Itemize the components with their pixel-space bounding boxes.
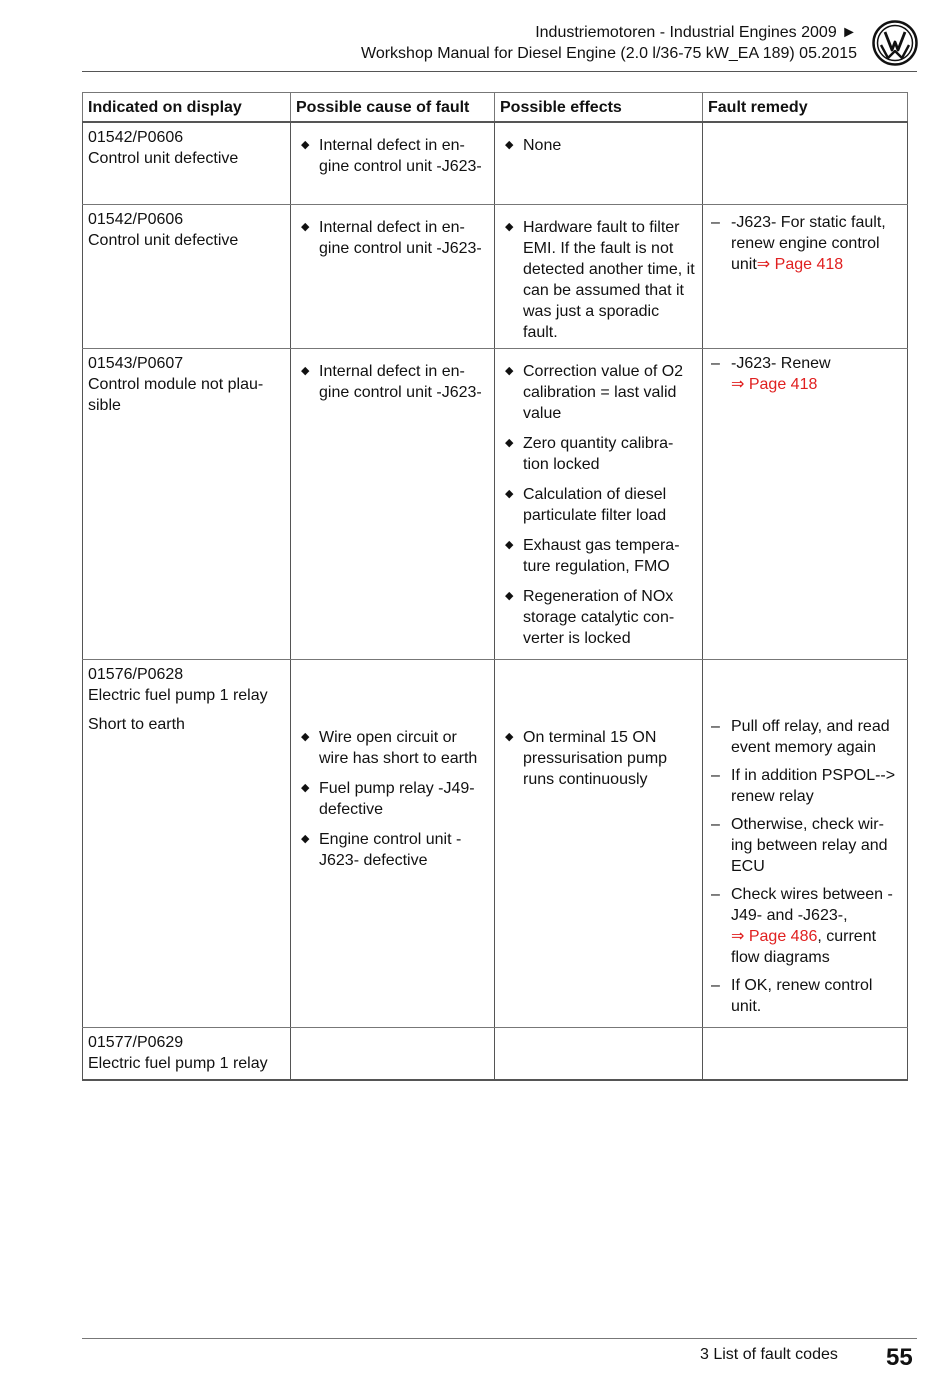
fault-code: 01542/P0606 bbox=[88, 210, 184, 228]
remedy-item bbox=[708, 212, 902, 275]
fault-code-table bbox=[82, 92, 908, 1081]
effect-item: ◆ Zero quantity calibra-tion locked bbox=[500, 433, 697, 475]
remedy-text: -J623- For static fault, renew engine control unit bbox=[731, 213, 886, 273]
footer-divider bbox=[82, 1338, 917, 1339]
remedy-cell bbox=[703, 122, 908, 204]
fault-text: Control module not plau-sible bbox=[88, 375, 264, 414]
remedy-suffix: , current flow diagrams bbox=[731, 927, 877, 966]
remedy-item: – If OK, renew control unit. bbox=[708, 975, 902, 1017]
cause-cell bbox=[291, 204, 495, 348]
fault-text: Control unit defective bbox=[88, 231, 239, 249]
effects-cell bbox=[495, 1027, 703, 1080]
table-header-row bbox=[83, 93, 908, 123]
remedy-cell bbox=[703, 1027, 908, 1080]
remedy-item: – Otherwise, check wir-ing between relay and ECU bbox=[708, 814, 902, 877]
effect-item: ◆ On terminal 15 ON pressurisation pump runs continuously bbox=[500, 727, 697, 790]
remedy-text: Check wires between -J49- and -J623-, bbox=[731, 885, 893, 924]
page-header bbox=[361, 22, 857, 64]
effect-item: ◆ Calculation of diesel particulate filter load bbox=[500, 484, 697, 526]
remedy-text: -J623- Renew bbox=[731, 354, 831, 372]
effect-item: ◆ None bbox=[500, 135, 697, 156]
table-row bbox=[83, 659, 908, 1027]
remedy-item bbox=[708, 353, 902, 395]
page-number: 55 bbox=[886, 1344, 913, 1371]
remedy-cell bbox=[703, 659, 908, 1027]
page-link[interactable]: ⇒ Page 418 bbox=[731, 375, 818, 393]
vw-logo-icon bbox=[872, 20, 918, 66]
table-row bbox=[83, 348, 908, 659]
effect-item: ◆ Exhaust gas tempera-ture regulation, FMO bbox=[500, 535, 697, 577]
fault-code: 01543/P0607 bbox=[88, 354, 184, 372]
cause-cell bbox=[291, 1027, 495, 1080]
column-header-cause: Possible cause of fault bbox=[291, 93, 495, 123]
effect-item: ◆ Correction value of O2 calibration = last valid value bbox=[500, 361, 697, 424]
display-cell bbox=[83, 348, 291, 659]
footer-section-title: 3 List of fault codes bbox=[700, 1346, 838, 1363]
remedy-item bbox=[708, 884, 902, 968]
display-cell bbox=[83, 659, 291, 1027]
remedy-item: – If in addition PSPOL--> renew relay bbox=[708, 765, 902, 807]
header-line-1: Industriemotoren - Industrial Engines 2009 ► bbox=[535, 24, 857, 41]
cause-item: ◆ Fuel pump relay -J49- defective bbox=[296, 778, 489, 820]
fault-text: Electric fuel pump 1 relay bbox=[88, 686, 268, 704]
effects-cell bbox=[495, 659, 703, 1027]
effect-item: ◆ Hardware fault to filter EMI. If the fault is not detected another time, it can be assumed that it was just a sporadic fault. bbox=[500, 217, 697, 343]
effects-cell bbox=[495, 122, 703, 204]
display-cell bbox=[83, 1027, 291, 1080]
cause-item: ◆ Internal defect in en-gine control unit -J623- bbox=[296, 361, 489, 403]
cause-item: ◆ Wire open circuit or wire has short to earth bbox=[296, 727, 489, 769]
column-header-effects: Possible effects bbox=[495, 93, 703, 123]
table-row bbox=[83, 1027, 908, 1080]
table-row bbox=[83, 122, 908, 204]
fault-code: 01577/P0629 bbox=[88, 1033, 184, 1051]
effect-item: ◆ Regeneration of NOx storage catalytic con-verter is locked bbox=[500, 586, 697, 649]
display-cell bbox=[83, 204, 291, 348]
column-header-remedy: Fault remedy bbox=[703, 93, 908, 123]
header-divider bbox=[82, 71, 917, 72]
cause-item: ◆ Internal defect in en-gine control unit -J623- bbox=[296, 135, 489, 177]
cause-cell bbox=[291, 122, 495, 204]
table-row bbox=[83, 204, 908, 348]
fault-code: 01542/P0606 bbox=[88, 129, 184, 146]
effects-cell bbox=[495, 348, 703, 659]
remedy-cell bbox=[703, 204, 908, 348]
fault-code: 01576/P0628 bbox=[88, 665, 184, 683]
column-header-display: Indicated on display bbox=[83, 93, 291, 123]
remedy-cell bbox=[703, 348, 908, 659]
cause-cell bbox=[291, 348, 495, 659]
remedy-item: – Pull off relay, and read event memory again bbox=[708, 716, 902, 758]
cause-cell bbox=[291, 659, 495, 1027]
header-line-2: Workshop Manual for Diesel Engine (2.0 l/36-75 kW_EA 189) 05.2015 bbox=[361, 45, 857, 62]
page-link[interactable]: ⇒ Page 486 bbox=[731, 927, 818, 945]
cause-item: ◆ Internal defect in en-gine control unit -J623- bbox=[296, 217, 489, 259]
page-link[interactable]: ⇒ Page 418 bbox=[756, 255, 844, 273]
effects-cell bbox=[495, 204, 703, 348]
display-cell bbox=[83, 122, 291, 204]
fault-subtext: Short to earth bbox=[88, 715, 185, 733]
fault-text: Control unit defective bbox=[88, 150, 239, 167]
cause-item: ◆ Engine control unit -J623- defective bbox=[296, 829, 489, 871]
fault-text: Electric fuel pump 1 relay bbox=[88, 1054, 268, 1072]
